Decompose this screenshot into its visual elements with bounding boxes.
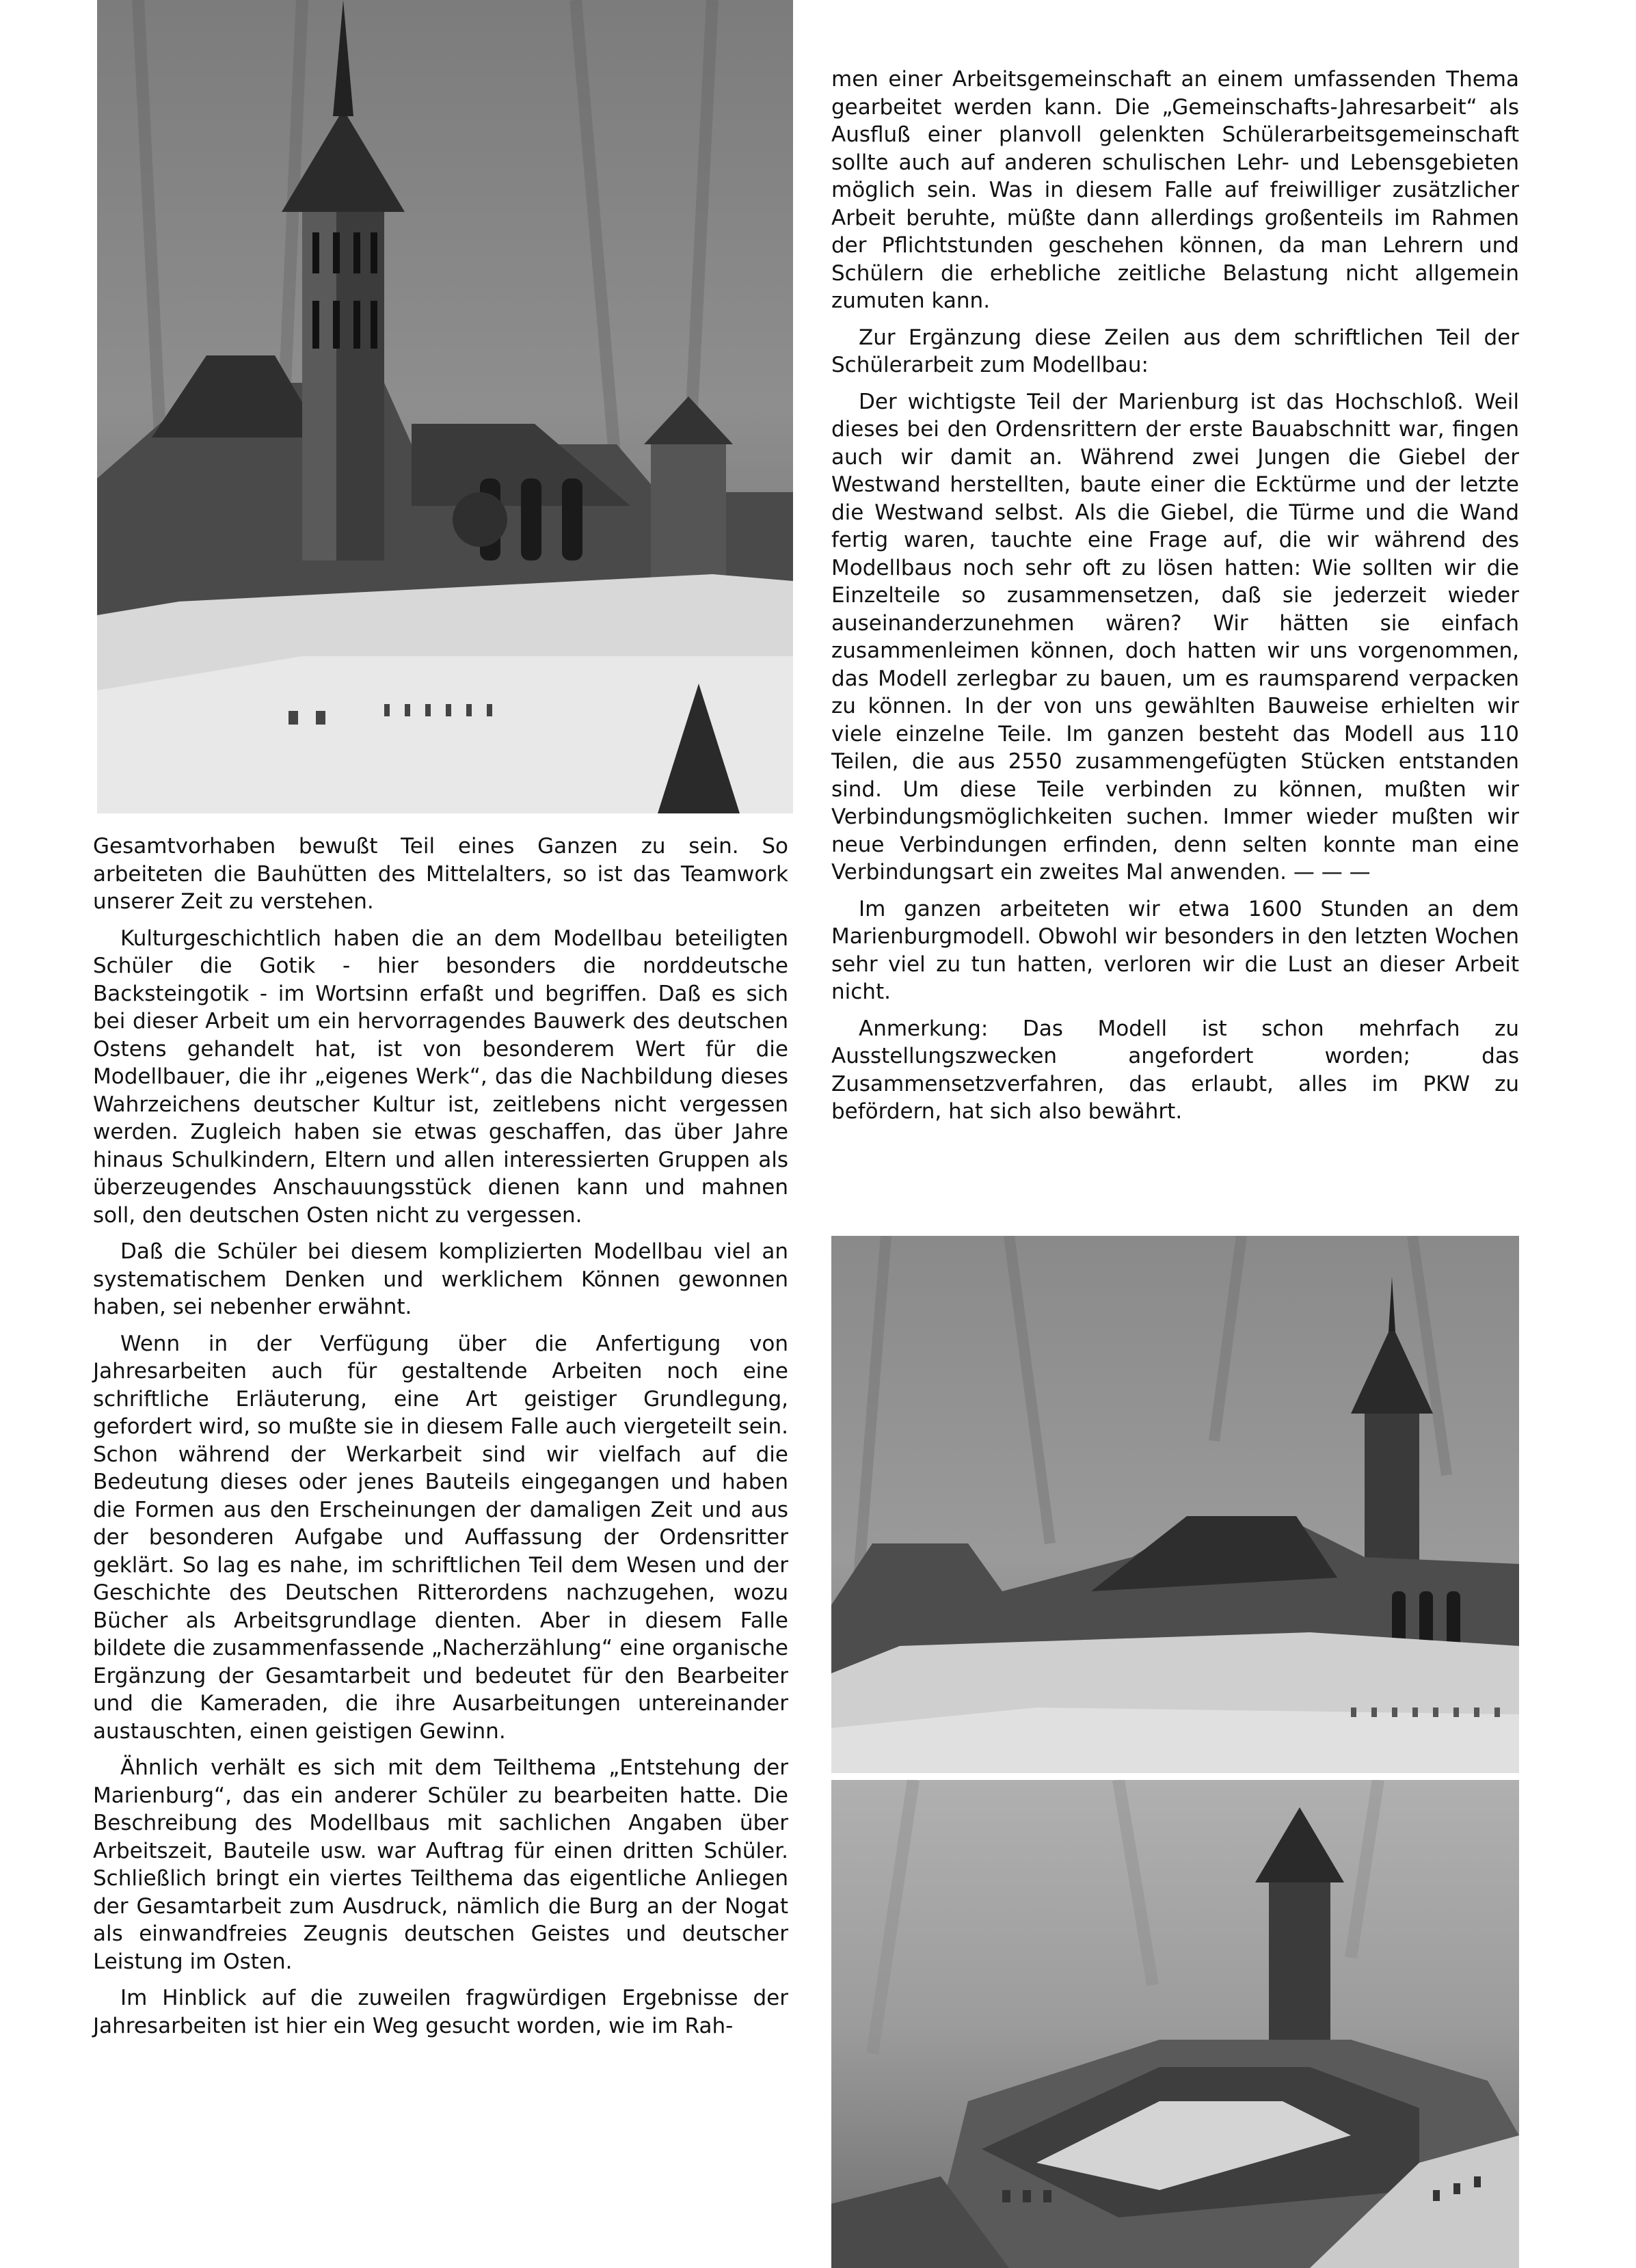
right-paragraph-5: Anmerkung: Das Modell ist schon mehrfach zu Ausstellungszwecken angefordert worden; das Zusammensetzverfahren, das erlaubt, alles im PKW zu befördern, hat sich also bewährt.: [831, 1016, 1519, 1124]
left-paragraph-3: Daß die Schüler bei diesem komplizierten Modellbau viel an systematischem Denken und werklichem Können gewonnen haben, sei nebenher erwähnt.: [93, 1239, 788, 1319]
right-paragraph-2: Zur Ergänzung diese Zeilen aus dem schriftlichen Teil der Schülerarbeit zum Modellbau:: [831, 325, 1519, 377]
model-photo-tower-closeup: [97, 0, 793, 813]
right-text-column: [831, 66, 1519, 1135]
model-photo-aerial-view-graphic: [831, 1780, 1519, 2268]
left-paragraph-4: Wenn in der Verfügung über die Anfertigung von Jahresarbeiten auch für gestaltende Arbeiten noch eine schriftliche Erläuterung, eine Art geistiger Grundlegung, gefordert wird, so mußte sie in diesem Falle auch viergeteilt sein. Schon während der Werkarbeit sind wir vielfach auf die Bedeutung dieses oder jenes Bauteils eingegangen und haben die Formen aus den Erscheinungen der damaligen Zeit und aus der besonderen Aufgabe und Auffassung der Ordensritter geklärt. So lag es nahe, im schriftlichen Teil dem Wesen und der Geschichte des Deutschen Ritterordens nachzugehen, wozu Bücher als Arbeitsgrundlage dienten. Aber in diesem Falle bildete die zusammenfassende „Nacherzählung“ eine organische Ergänzung der Gesamtarbeit und bedeutet für den Bearbeiter und die Kameraden, die ihre Ausarbeitungen untereinander austauschten, einen geistigen Gewinn.: [93, 1331, 788, 1744]
left-text-column: [93, 833, 788, 2049]
model-photo-aerial-view: [831, 1780, 1519, 2268]
model-photo-tower-closeup-graphic: [97, 0, 793, 813]
model-photo-side-view-graphic: [831, 1236, 1519, 1773]
model-photo-side-view: [831, 1236, 1519, 1773]
left-paragraph-5: Ähnlich verhält es sich mit dem Teilthema „Entstehung der Marienburg“, das ein anderer Schüler zu bearbeiten hatte. Die Beschreibung des Modellbaus mit sachlichen Angaben über Arbeitszeit, Bauteile usw. war Auftrag für einen dritten Schüler. Schließlich bringt ein viertes Teilthema das eigentliche Anliegen der Gesamtarbeit zum Ausdruck, nämlich die Burg an der Nogat als einwandfreies Zeugnis deutschen Geistes und deutscher Leistung im Osten.: [93, 1755, 788, 1974]
right-paragraph-3: Der wichtigste Teil der Marienburg ist das Hochschloß. Weil dieses bei den Ordensrittern der erste Bauabschnitt war, fingen auch wir damit an. Während zwei Jungen die Giebel der Westwand herstellten, baute einer die Ecktürme und der letzte die Westwand selbst. Als die Giebel, die Türme und die Wand fertig waren, tauchte eine Frage auf, die wir während des Modellbaus noch sehr oft zu lösen hatten: Wie sollten wir die Einzelteile so zusammensetzen, daß sie jederzeit wieder auseinanderzunehmen wären? Wir hätten sie einfach zusammenleimen können, doch hatten wir uns vorgenommen, das Modell zerlegbar zu bauen, um es raumsparend verpacken zu können. In der von uns gewählten Bauweise erhielten wir viele einzelne Teile. Im ganzen besteht das Modell aus 110 Teilen, die aus 2550 zusammengefügten Stücken entstanden sind. Um diese Teile verbinden zu können, mußten wir Verbindungsmöglichkeiten suchen. Immer wieder mußten wir neue Verbindungen erfinden, denn selten konnte man eine Verbindungsart ein zweites Mal anwenden. — — —: [831, 389, 1519, 885]
left-paragraph-2: Kulturgeschichtlich haben die an dem Modellbau beteiligten Schüler die Gotik - hier besonders die norddeutsche Backsteingotik - im Wortsinn erfaßt und begriffen. Daß es sich bei dieser Arbeit um ein hervorragendes Bauwerk des deutschen Ostens gehandelt hat, ist von besonderem Wert für die Modellbauer, die ihr „eigenes Werk“, das die Nachbildung dieses Wahrzeichens deutscher Kultur ist, zeitlebens nicht vergessen werden. Zugleich haben sie etwas geschaffen, das über Jahre hinaus Schulkindern, Eltern und allen interessierten Gruppen als überzeugendes Anschauungsstück dienen kann und mahnen soll, den deutschen Osten nicht zu vergessen.: [93, 926, 788, 1228]
right-paragraph-1: men einer Arbeitsgemeinschaft an einem umfassenden Thema gearbeitet werden kann. Die „Gemeinschafts-Jahresarbeit“ als Ausfluß einer planvoll gelenkten Schülerarbeitsgemeinschaft sollte auch auf anderen schulischen Lehr- und Lebensgebieten möglich sein. Was in diesem Falle auf freiwilliger zusätzlicher Arbeit beruhte, müßte dann allerdings großenteils im Rahmen der Pflichtstunden geschehen können, da man Lehrern und Schülern die erhebliche zeitliche Belastung nicht allgemein zumuten kann.: [831, 67, 1519, 313]
right-paragraph-4: Im ganzen arbeiteten wir etwa 1600 Stunden an dem Marienburgmodell. Obwohl wir besonders in den letzten Wochen sehr viel zu tun hatten, verloren wir die Lust an dieser Arbeit nicht.: [831, 896, 1519, 1004]
left-paragraph-1: Gesamtvorhaben bewußt Teil eines Ganzen zu sein. So arbeiteten die Bauhütten des Mittelalters, so ist das Teamwork unserer Zeit zu verstehen.: [93, 834, 788, 914]
left-paragraph-6: Im Hinblick auf die zuweilen fragwürdigen Ergebnisse der Jahresarbeiten ist hier ein Weg gesucht worden, wie im Rah-: [93, 1986, 788, 2038]
